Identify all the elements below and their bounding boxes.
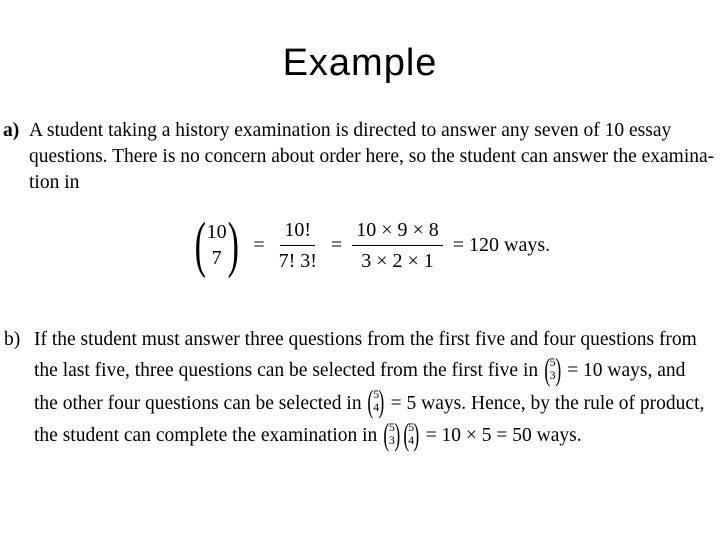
part-b-line-1: If the student must answer three questions from the first five and four questions from [34, 329, 697, 350]
fraction-2-denominator: 3 × 2 × 1 [361, 249, 434, 272]
fraction-2 [352, 217, 443, 274]
part-a-line-3: tion in [29, 172, 80, 193]
equation-result: = 120 ways. [452, 233, 551, 256]
part-a-label: a) [3, 120, 20, 141]
binom-top: 10 [206, 221, 227, 243]
binom-5-4: ( 5 4 ) [402, 415, 420, 452]
binom-5-3: ( 5 3 ) [544, 350, 561, 387]
part-a-equation [190, 210, 550, 280]
fraction-1-numerator: 10! [280, 217, 315, 246]
fraction-2-numerator: 10 × 9 × 8 [352, 217, 443, 246]
equals-2: = [330, 233, 343, 256]
part-b-line-3: the other four questions can be selected in ( 5 4 ) = 5 ways. Hence, by the rule of product, [34, 383, 705, 420]
page-title: Example [282, 42, 438, 84]
part-b-text [4, 324, 714, 453]
binom-5-3: ( 5 3 ) [383, 415, 401, 452]
part-b-line-2: the last five, three questions can be selected from the first five in ( 5 3 ) = 10 ways, and [34, 350, 686, 387]
part-a-line-2: questions. There is no concern about order here, so the student can answer the examina- [29, 146, 715, 167]
binom-10-7: ( 10 7 ) [194, 211, 239, 279]
fraction-1 [275, 217, 321, 274]
binom-bottom: 7 [211, 247, 222, 269]
part-a-line-1: A student taking a history examination is directed to answer any seven of 10 essay [29, 120, 672, 141]
part-a-text [3, 118, 715, 196]
fraction-1-denominator: 7! 3! [278, 249, 317, 272]
equals-1: = [253, 233, 265, 256]
part-b-label: b) [4, 329, 21, 350]
part-b-line-4: the student can complete the examination in ( 5 3 ) ( 5 4 ) = 10 × 5 = 50 ways. [34, 415, 582, 452]
binom-5-4: ( 5 4 ) [367, 383, 385, 420]
